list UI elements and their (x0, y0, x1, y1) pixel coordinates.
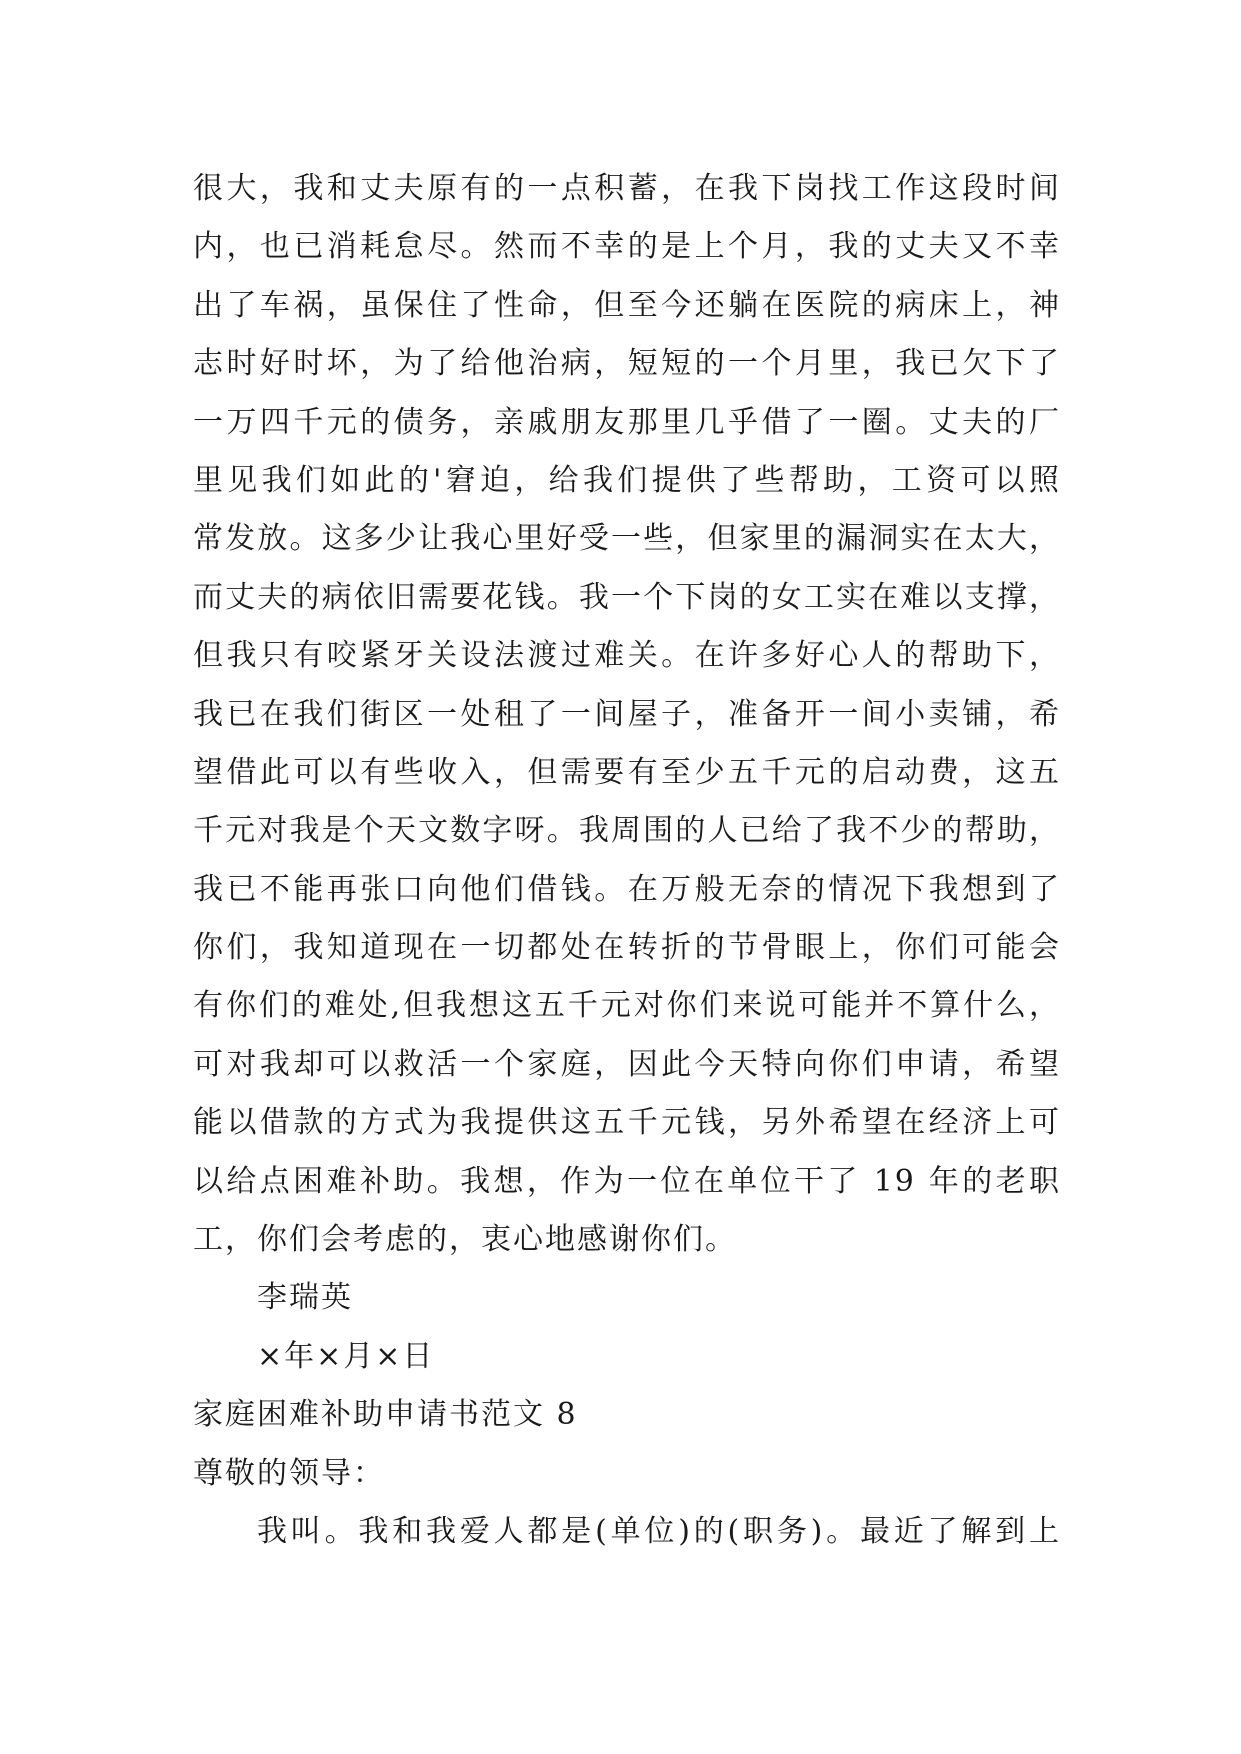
paragraph-line: 志时好时坏，为了给他治病，短短的一个月里，我已欠下了 (193, 346, 1061, 382)
section-title: 家庭困难补助申请书范文 8 (193, 1397, 578, 1433)
paragraph-line: 可对我却可以救活一个家庭，因此今天特向你们申请，希望 (193, 1046, 1061, 1082)
paragraph-line: 望借此可以有些收入，但需要有至少五千元的启动费，这五 (193, 754, 1061, 790)
paragraph-line: 以给点困难补助。我想，作为一位在单位干了 19 年的老职 (193, 1163, 1061, 1199)
paragraph-line: 我已在我们街区一处租了一间屋子，准备开一间小卖铺，希 (193, 696, 1061, 732)
paragraph-line: 工，你们会考虑的，衷心地感谢你们。 (193, 1222, 737, 1258)
paragraph-line: 常发放。这多少让我心里好受一些，但家里的漏洞实在太大， (193, 521, 1061, 557)
paragraph-line: 我叫。我和我爱人都是(单位)的(职务)。最近了解到上 (257, 1513, 1061, 1549)
paragraph-line: 有你们的难处,但我想这五千元对你们来说可能并不算什么， (193, 988, 1061, 1024)
paragraph-line: 里见我们如此的'窘迫，给我们提供了些帮助，工资可以照 (193, 462, 1061, 498)
paragraph-line: 你们，我知道现在一切都处在转折的节骨眼上，你们可能会 (193, 930, 1061, 966)
paragraph-line: 出了车祸，虽保住了性命，但至今还躺在医院的病床上，神 (193, 287, 1061, 323)
salutation: 尊敬的领导： (193, 1455, 385, 1491)
paragraph-line: 而丈夫的病依旧需要花钱。我一个下岗的女工实在难以支撑， (193, 579, 1061, 615)
signature-date: ×年×月×日 (257, 1338, 435, 1374)
paragraph-line: 内，也已消耗怠尽。然而不幸的是上个月，我的丈夫又不幸 (193, 229, 1061, 265)
letter-body (193, 160, 1061, 1561)
signature-name: 李瑞英 (257, 1280, 353, 1316)
paragraph-line: 千元对我是个天文数字呀。我周围的人已给了我不少的帮助， (193, 813, 1061, 849)
paragraph-line: 一万四千元的债务，亲戚朋友那里几乎借了一圈。丈夫的厂 (193, 404, 1061, 440)
paragraph-line: 很大，我和丈夫原有的一点积蓄，在我下岗找工作这段时间 (193, 171, 1061, 206)
paragraph-line: 我已不能再张口向他们借钱。在万般无奈的情况下我想到了 (193, 871, 1061, 907)
paragraph-line: 能以借款的方式为我提供这五千元钱，另外希望在经济上可 (193, 1105, 1061, 1141)
paragraph-line: 但我只有咬紧牙关设法渡过难关。在许多好心人的帮助下， (193, 638, 1061, 674)
